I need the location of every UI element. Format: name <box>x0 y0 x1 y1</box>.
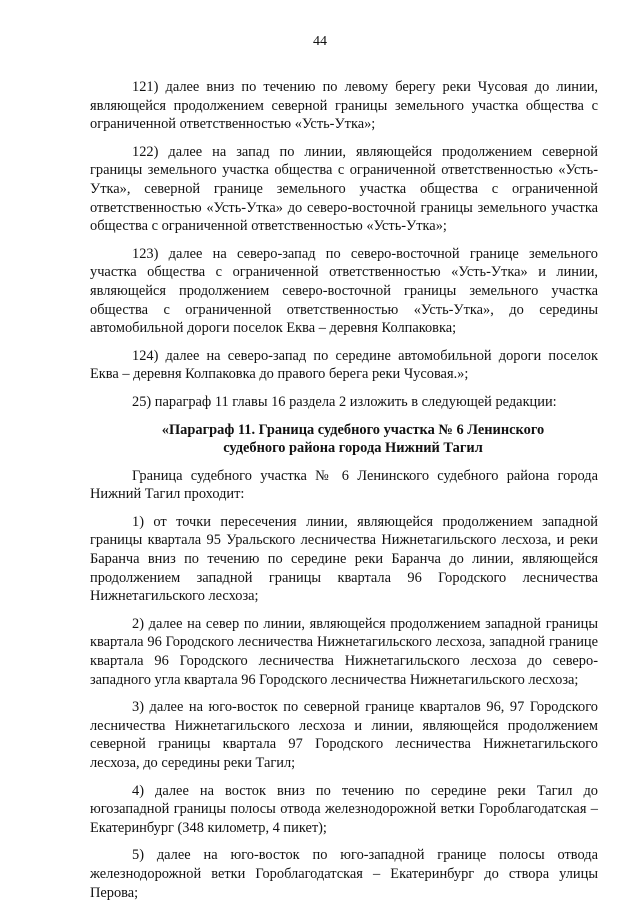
paragraph-item-25: 25) параграф 11 главы 16 раздела 2 изложить в следующей редакции: <box>132 393 557 410</box>
paragraph-item-1: 1) от точки пересечения линии, являющейся продолжением западной границы квартала 95 Уральского лесничества Нижнетагильского лесхоза, и реки Баранча вниз по течению по середине реки Баранча до линии, являющейся продолжением западной границы квартала 96 Городского лесничества Нижнетагильского лесхоза; <box>90 513 598 605</box>
heading-line-2: судебного района города Нижний Тагил <box>223 440 483 457</box>
paragraph-item-3: 3) далее на юго-восток по северной границе кварталов 96, 97 Городского лесничества Нижнетагильского лесхоза и линии, являющейся продолжением северной границы квартала 97 Городского лесничества Нижнетагильского лесхоза, до середины реки Тагил; <box>90 699 598 771</box>
page-number: 44 <box>313 34 327 49</box>
heading-line-1: «Параграф 11. Граница судебного участка № 6 Ленинского <box>161 421 545 438</box>
paragraph-item-121: 121) далее вниз по течению по левому берегу реки Чусовая до линии, являющейся продолжением северной границы земельного участка общества с ограниченной ответственностью «Усть-Утка»; <box>90 79 598 133</box>
paragraph-item-122: 122) далее на запад по линии, являющейся продолжением северной границы земельного участка общества с ограниченной ответственностью «Усть-Утка», северной границе земельного участка общества с ограниченной ответственностью «Усть-Утка» до северо-восточной границы земельного участка общества с ограниченной ответственностью «Усть-Утка»; <box>90 143 598 235</box>
section-heading <box>90 421 598 458</box>
paragraph-item-123: 123) далее на северо-запад по северо-восточной границе земельного участка общества с ограниченной ответственностью «Усть-Утка» и линии, являющейся продолжением северо-восточной границы земельного участка общества с ограниченной ответственностью «Усть-Утка», до середины автомобильной дороги поселок Еква – деревня Колпаковка; <box>90 245 598 337</box>
intro-paragraph: Граница судебного участка № 6 Ленинского судебного района города Нижний Тагил проходит: <box>90 467 598 503</box>
paragraph-item-5: 5) далее на юго-восток по юго-западной границе полосы отвода железнодорожной ветки Гороблагодатская – Екатеринбург до створа улицы Перова; <box>90 847 598 901</box>
document-body <box>90 78 598 911</box>
paragraph-item-124: 124) далее на северо-запад по середине автомобильной дороги поселок Еква – деревня Колпаковка до правого берега реки Чусовая.»; <box>90 347 598 383</box>
paragraph-item-2: 2) далее на север по линии, являющейся продолжением западной границы квартала 96 Городского лесничества Нижнетагильского лесхоза, западной границе квартала 96 Городского лесничества Нижнетагильского лесхоза до северо-западного угла квартала 96 Городского лесничества Нижнетагильского лесхоза; <box>90 615 598 688</box>
paragraph-item-4: 4) далее на восток вниз по течению по середине реки Тагил до югозападной границы полосы отвода железнодорожной ветки Гороблагодатская – Екатеринбург (348 километр, 4 пикет); <box>90 782 598 836</box>
